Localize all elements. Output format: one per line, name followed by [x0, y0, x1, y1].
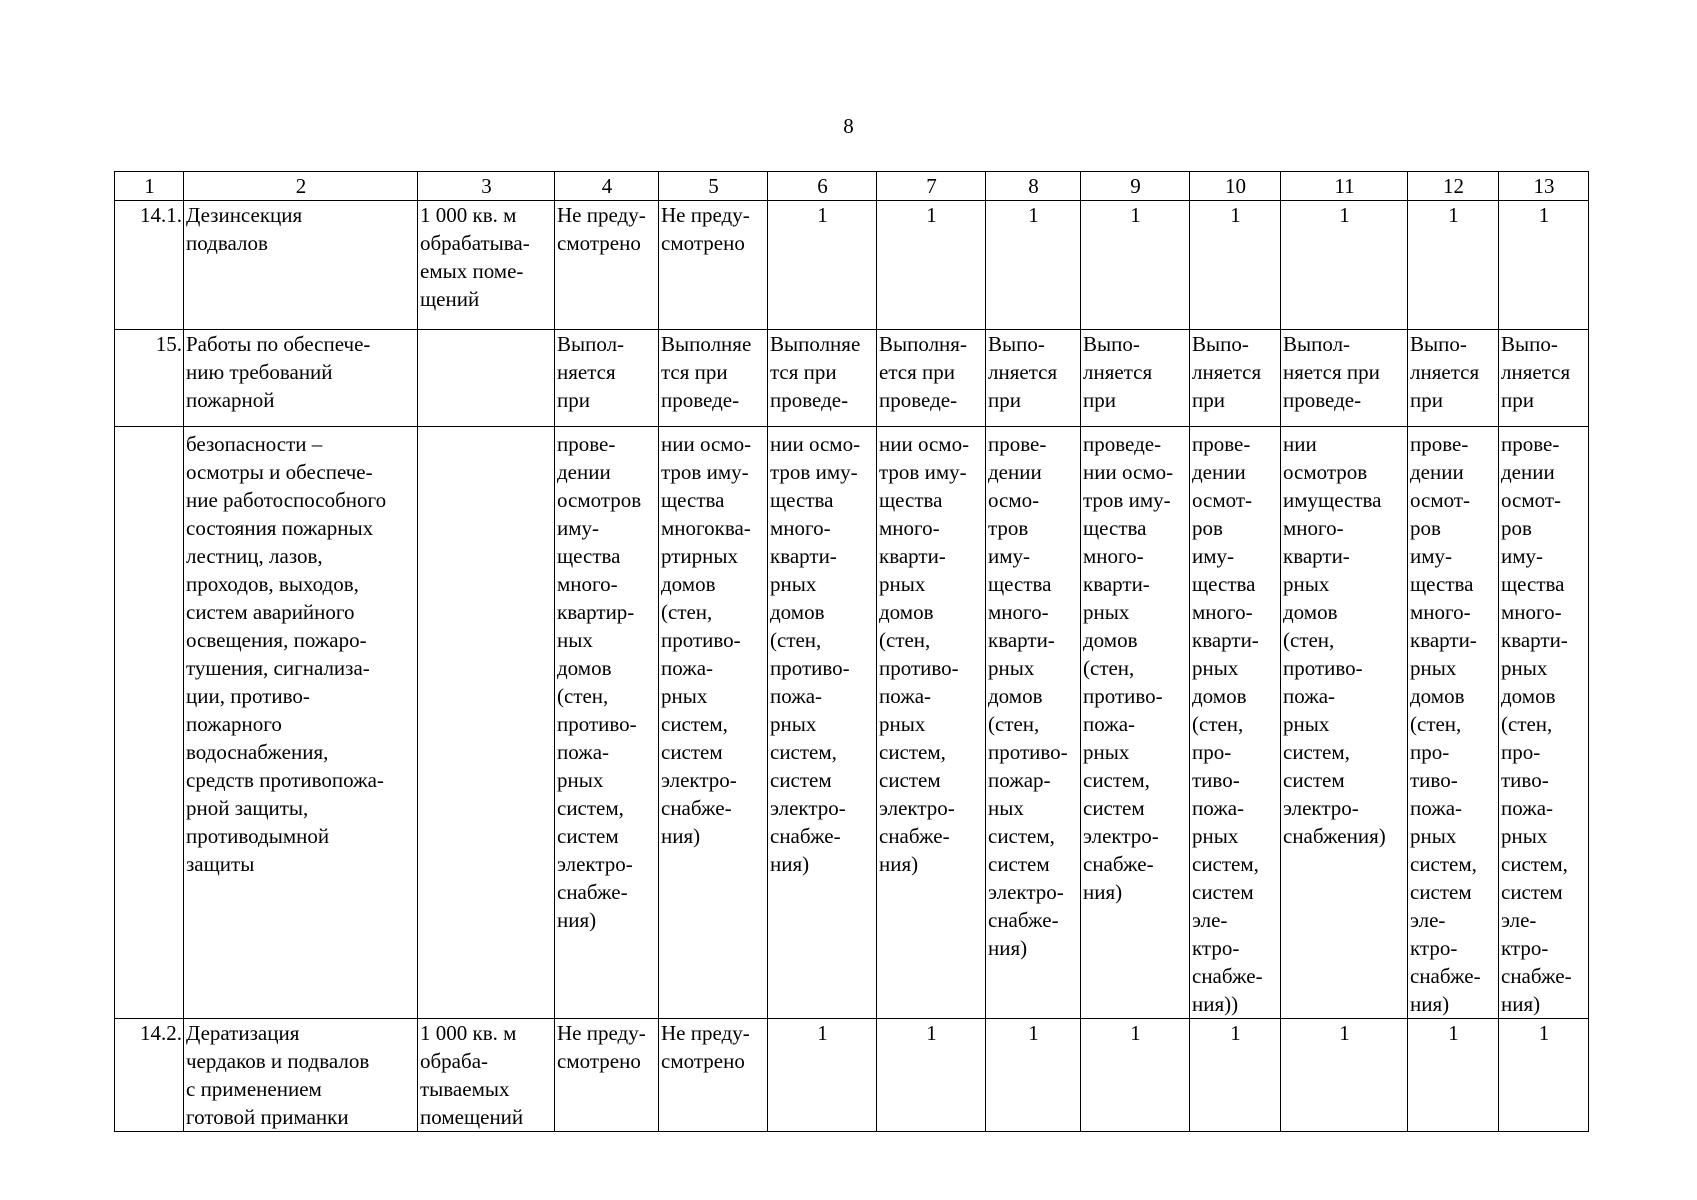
table-cell: 1: [1190, 1019, 1281, 1132]
table-cell: Выпо- лняется при: [1499, 330, 1589, 427]
table-cell: прове- дении осмот- ров иму- щества много- кварти- рных домов (стен, про- тиво- пожа- рных систем, систем эле- ктро- снабже- ния)): [1190, 427, 1281, 1019]
unit-of-measure: [418, 427, 555, 1019]
work-name: безопасности – осмотры и обеспече- ние работоспособного состояния пожарных лестниц, лазов, проходов, выходов, систем аварийного освещения, пожаро- тушения, сигнализа- ции, противо- пожарного водоснабжения, средств противопожа- рной защиты, противодымной защиты: [184, 427, 418, 1019]
unit-of-measure: 1 000 кв. м обрабатыва- емых поме- щений: [418, 201, 555, 330]
header-cell: 1: [115, 172, 184, 201]
table-cell: Не преду- смотрено: [659, 1019, 768, 1132]
table-cell: Не преду- смотрено: [555, 201, 659, 330]
table-cell: 1: [1281, 1019, 1408, 1132]
table-cell: 1: [1499, 201, 1589, 330]
table-cell: проведе- нии осмо- тров иму- щества много- кварти- рных домов (стен, противо- пожа- рных систем, систем электро- снабже- ния): [1081, 427, 1190, 1019]
row-index: 14.2.: [115, 1019, 184, 1132]
table-cell: Выпол- няется при: [555, 330, 659, 427]
table-cell: прове- дении осмот- ров иму- щества много- кварти- рных домов (стен, про- тиво- пожа- рных систем, систем эле- ктро- снабже- ния): [1408, 427, 1499, 1019]
table-cell: прове- дении осмотров иму- щества много- квартир- ных домов (стен, противо- пожа- рных систем, систем электро- снабже- ния): [555, 427, 659, 1019]
table-cell: 1: [986, 201, 1081, 330]
work-name: Дератизация чердаков и подвалов с применением готовой приманки: [184, 1019, 418, 1132]
table-cell: 1: [986, 1019, 1081, 1132]
header-cell: 6: [768, 172, 877, 201]
row-index: [115, 427, 184, 1019]
table-cell: нии осмо- тров иму- щества много- кварти- рных домов (стен, противо- пожа- рных систем, систем электро- снабже- ния): [877, 427, 986, 1019]
table-row: [115, 330, 1589, 427]
header-cell: 10: [1190, 172, 1281, 201]
table-cell: Выпо- лняется при: [1408, 330, 1499, 427]
header-cell: 8: [986, 172, 1081, 201]
table-cell: нии осмо- тров иму- щества много- кварти- рных домов (стен, противо- пожа- рных систем, систем электро- снабже- ния): [768, 427, 877, 1019]
table-cell: 1: [1408, 201, 1499, 330]
work-name: Работы по обеспече- нию требований пожарной: [184, 330, 418, 427]
table-cell: Выпо- лняется при: [1081, 330, 1190, 427]
table-cell: 1: [1408, 1019, 1499, 1132]
header-cell: 4: [555, 172, 659, 201]
header-cell: 11: [1281, 172, 1408, 201]
table-row: [115, 427, 1589, 1019]
header-cell: 5: [659, 172, 768, 201]
table-cell: 1: [1499, 1019, 1589, 1132]
table-cell: Выпол- няется при проведе-: [1281, 330, 1408, 427]
header-cell: 2: [184, 172, 418, 201]
table-cell: Выполня- ется при проведе-: [877, 330, 986, 427]
row-index: 15.: [115, 330, 184, 427]
table-cell: Не преду- смотрено: [555, 1019, 659, 1132]
table-cell: 1: [877, 201, 986, 330]
table-cell: 1: [1081, 1019, 1190, 1132]
page-number: 8: [843, 114, 854, 138]
table-row: [115, 1019, 1589, 1132]
table-cell: нии осмо- тров иму- щества многоква- ртирных домов (стен, противо- пожа- рных систем, систем электро- снабже- ния): [659, 427, 768, 1019]
table-cell: Выполняе тся при проведе-: [768, 330, 877, 427]
work-name: Дезинсекция подвалов: [184, 201, 418, 330]
table-row: [115, 201, 1589, 330]
header-cell: 13: [1499, 172, 1589, 201]
header-row: [115, 172, 1589, 201]
row-index: 14.1.: [115, 201, 184, 330]
table-cell: 1: [1281, 201, 1408, 330]
table-cell: 1: [768, 201, 877, 330]
table-cell: 1: [1190, 201, 1281, 330]
header-cell: 12: [1408, 172, 1499, 201]
table-cell: 1: [1081, 201, 1190, 330]
table-cell: Не преду- смотрено: [659, 201, 768, 330]
table-cell: нии осмотров имущества много- кварти- рных домов (стен, противо- пожа- рных систем, систем электро- снабжения): [1281, 427, 1408, 1019]
header-cell: 9: [1081, 172, 1190, 201]
header-cell: 7: [877, 172, 986, 201]
table-cell: прове- дении осмот- ров иму- щества много- кварти- рных домов (стен, про- тиво- пожа- рных систем, систем эле- ктро- снабже- ния): [1499, 427, 1589, 1019]
header-cell: 3: [418, 172, 555, 201]
table-cell: Выпо- лняется при: [986, 330, 1081, 427]
unit-of-measure: 1 000 кв. м обраба- тываемых помещений: [418, 1019, 555, 1132]
table-cell: 1: [768, 1019, 877, 1132]
table-cell: 1: [877, 1019, 986, 1132]
table-cell: прове- дении осмо- тров иму- щества много- кварти- рных домов (стен, противо- пожар- ных систем, систем электро- снабже- ния): [986, 427, 1081, 1019]
table-cell: Выполняе тся при проведе-: [659, 330, 768, 427]
unit-of-measure: [418, 330, 555, 427]
table-cell: Выпо- лняется при: [1190, 330, 1281, 427]
services-table: [114, 171, 1589, 1132]
